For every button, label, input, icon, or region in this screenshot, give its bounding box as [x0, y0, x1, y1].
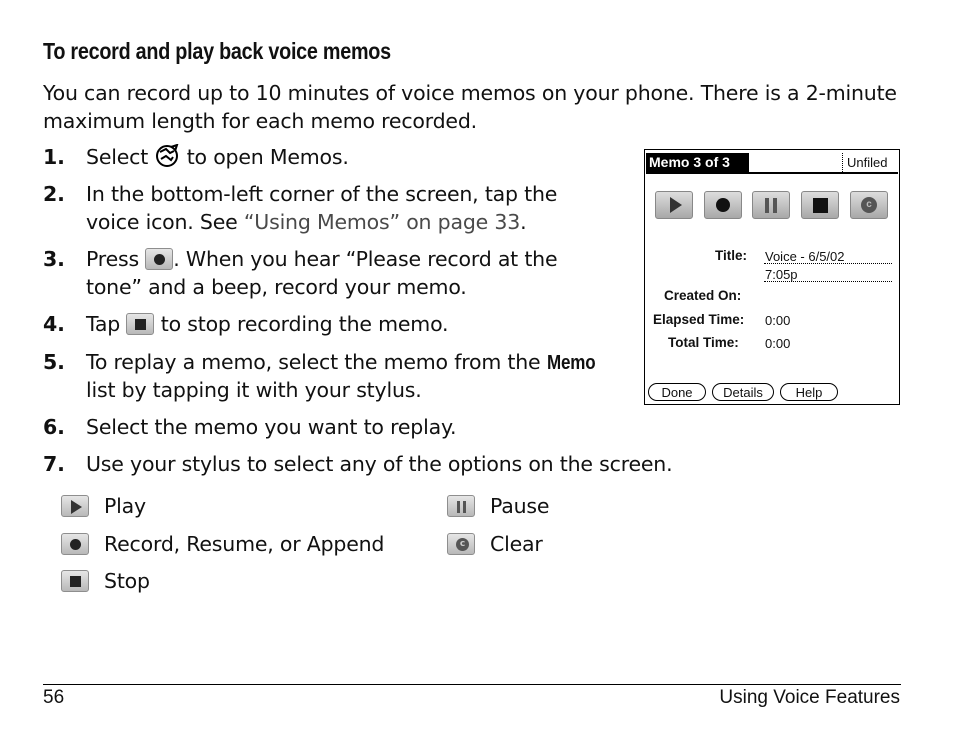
play-button[interactable]: [655, 191, 693, 219]
stop-icon: [61, 570, 89, 592]
pause-icon: [447, 495, 475, 517]
section-name: Using Voice Features: [719, 687, 900, 708]
step-text: list by tapping it with your stylus.: [86, 378, 422, 402]
help-button[interactable]: Help: [780, 383, 838, 401]
pause-button[interactable]: [752, 191, 790, 219]
clear-button[interactable]: c: [850, 191, 888, 219]
step-number: 6.: [43, 415, 65, 439]
stop-button[interactable]: [801, 191, 839, 219]
clear-icon: c: [447, 533, 475, 555]
category-picker[interactable]: Unfiled: [842, 153, 898, 172]
step-text: To replay a memo, select the memo from the: [86, 350, 541, 374]
step-text: tone” and a beep, record your memo.: [86, 275, 467, 299]
title-value-line2[interactable]: 7:05p: [765, 267, 798, 282]
created-label: Created On:: [664, 288, 742, 303]
step-number: 7.: [43, 452, 65, 476]
step-text: voice icon. See: [86, 210, 244, 234]
record-button-icon: [145, 248, 173, 270]
section-heading: To record and play back voice memos: [43, 38, 391, 64]
total-label: Total Time:: [668, 335, 739, 350]
cross-reference-link[interactable]: “Using Memos” on page 33: [243, 210, 521, 234]
play-icon: [61, 495, 89, 517]
intro-paragraph: You can record up to 10 minutes of voice memos on your phone. There is a 2-minute maximum length for each memo recorded.: [43, 81, 897, 133]
details-button[interactable]: Details: [712, 383, 774, 401]
footer-rule: [43, 684, 901, 685]
record-icon: [61, 533, 89, 555]
title-label: Title:: [715, 248, 748, 263]
memos-app-icon: [154, 144, 180, 175]
step-text: In the bottom-left corner of the screen, tap the: [86, 182, 558, 206]
done-button[interactable]: Done: [648, 383, 706, 401]
title-value-line1[interactable]: Voice - 6/5/02: [765, 249, 845, 264]
record-button[interactable]: [704, 191, 742, 219]
step-text: Tap: [86, 312, 121, 336]
step-text: .: [520, 210, 527, 234]
elapsed-value: 0:00: [765, 313, 791, 328]
step-number: 4.: [43, 312, 65, 336]
step-text: Press: [86, 247, 139, 271]
legend-label: Record, Resume, or Append: [104, 532, 385, 556]
title-underline: [764, 263, 892, 264]
step-text: to stop recording the memo.: [160, 312, 449, 336]
step-number: 2.: [43, 182, 65, 206]
step-number: 3.: [43, 247, 65, 271]
step-text: to open Memos.: [186, 145, 349, 169]
memo-list-name: Memo: [546, 352, 596, 374]
memo-screenshot: [644, 149, 900, 405]
title-underline: [764, 281, 892, 282]
step-text: Use your stylus to select any of the options on the screen.: [86, 452, 673, 476]
step-text: . When you hear “Please record at the: [173, 247, 558, 271]
legend-label: Play: [104, 494, 146, 518]
step-text: Select: [86, 145, 149, 169]
legend-label: Stop: [104, 569, 150, 593]
total-value: 0:00: [765, 336, 791, 351]
step-number: 1.: [43, 145, 65, 169]
elapsed-label: Elapsed Time:: [653, 312, 745, 327]
step-text: Select the memo you want to replay.: [86, 415, 457, 439]
stop-button-icon: [126, 313, 154, 335]
screen-title: Memo 3 of 3: [646, 153, 749, 172]
legend-label: Clear: [490, 532, 543, 556]
title-rule: [646, 172, 898, 174]
step-number: 5.: [43, 350, 65, 374]
legend-label: Pause: [490, 494, 550, 518]
page-number: 56: [43, 687, 65, 708]
